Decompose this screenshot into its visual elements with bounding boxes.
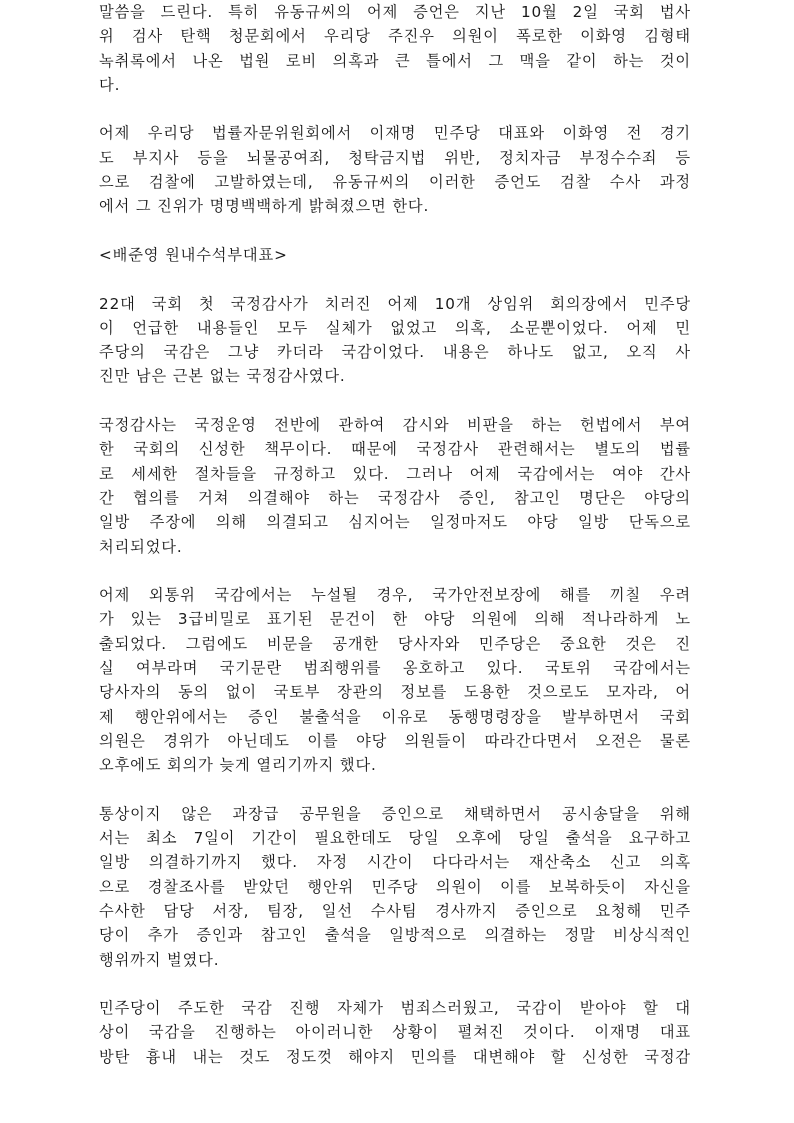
text-line: 어제 외통위 국감에서는 누설될 경우, 국가안전보장에 해를 끼칠 우려 xyxy=(99,586,691,605)
paragraph-gap xyxy=(99,972,691,996)
paragraph-4 xyxy=(99,413,691,559)
speaker-name: <배준영 원내수석부대표> xyxy=(99,245,288,264)
paragraph-gap xyxy=(99,778,691,802)
text-line: 제 행안위에서는 증인 불출석을 이유로 동행명령장을 발부하면서 국회 xyxy=(99,707,691,726)
text-line: 오후에도 회의가 늦게 열리기까지 했다. xyxy=(99,756,377,775)
text-line: 통상이지 않은 과장급 공무원을 증인으로 채택하면서 공시송달을 위해 xyxy=(99,804,691,823)
text-line: 의원은 경위가 아닌데도 이를 야당 의원들이 따라간다면서 오전은 물론 xyxy=(99,731,691,750)
text-line: 일방 의결하기까지 했다. 자정 시간이 다다라서는 재산축소 신고 의혹 xyxy=(99,853,691,872)
text-line: 민주당이 주도한 국감 진행 자체가 범죄스러웠고, 국감이 받아야 할 대 xyxy=(99,999,691,1018)
text-line: 로 세세한 절차들을 규정하고 있다. 그러나 어제 국감에서는 여야 간사 xyxy=(99,464,691,483)
text-line: 국정감사는 국정운영 전반에 관하여 감시와 비판을 하는 헌법에서 부여 xyxy=(99,416,691,435)
speaker-heading xyxy=(99,243,691,267)
text-line: 당이 추가 증인과 참고인 출석을 일방적으로 의결하는 정말 비상식적인 xyxy=(99,926,691,945)
text-line: 22대 국회 첫 국정감사가 치러진 어제 10개 상임위 회의장에서 민주당 xyxy=(99,294,691,313)
text-line: 위 검사 탄핵 청문회에서 우리당 주진우 의원이 폭로한 이화영 김형태 xyxy=(99,27,691,46)
text-line: 이 언급한 내용들인 모두 실체가 없었고 의혹, 소문뿐이었다. 어제 민 xyxy=(99,318,691,337)
text-line: 가 있는 3급비밀로 표기된 문건이 한 야당 의원에 의해 적나라하게 노 xyxy=(99,610,691,629)
paragraph-gap xyxy=(99,267,691,291)
text-line: 녹취록에서 나온 법원 로비 의혹과 큰 틀에서 그 맥을 같이 하는 것이 xyxy=(99,51,691,70)
paragraph-5 xyxy=(99,583,691,777)
paragraph-gap xyxy=(99,559,691,583)
text-line: 행위까지 벌였다. xyxy=(99,950,220,969)
paragraph-2 xyxy=(99,121,691,218)
text-line: 으로 경찰조사를 받았던 행안위 민주당 의원이 이를 보복하듯이 자신을 xyxy=(99,877,691,896)
text-line: 도 부지사 등을 뇌물공여죄, 청탁금지법 위반, 정치자금 부정수수죄 등 xyxy=(99,148,691,167)
text-line: 에서 그 진위가 명명백백하게 밝혀졌으면 한다. xyxy=(99,197,430,216)
text-line: 상이 국감을 진행하는 아이러니한 상황이 펼쳐진 것이다. 이재명 대표 xyxy=(99,1023,691,1042)
paragraph-3 xyxy=(99,292,691,389)
paragraph-1 xyxy=(99,0,691,97)
text-line: 실 여부라며 국기문란 범죄행위를 옹호하고 있다. 국토위 국감에서는 xyxy=(99,659,691,678)
paragraph-6 xyxy=(99,802,691,972)
text-line: 한 국회의 신성한 책무이다. 때문에 국정감사 관련해서는 별도의 법률 xyxy=(99,440,691,459)
text-line: 당사자의 동의 없이 국토부 장관의 정보를 도용한 것으로도 모자라, 어 xyxy=(99,683,691,702)
text-line: 처리되었다. xyxy=(99,537,183,556)
text-line: 수사한 담당 서장, 팀장, 일선 수사팀 경사까지 증인으로 요청해 민주 xyxy=(99,901,691,920)
text-line: 주당의 국감은 그냥 카더라 국감이었다. 내용은 하나도 없고, 오직 사 xyxy=(99,343,691,362)
text-line: 다. xyxy=(99,75,121,94)
text-line: 진만 남은 근본 없는 국정감사였다. xyxy=(99,367,346,386)
text-line: 출되었다. 그럼에도 비문을 공개한 당사자와 민주당은 중요한 것은 진 xyxy=(99,634,691,653)
paragraph-gap xyxy=(99,389,691,413)
text-line: 방탄 흉내 내는 것도 정도껏 해야지 민의를 대변해야 할 신성한 국정감 xyxy=(99,1047,691,1066)
text-line: 말씀을 드린다. 특히 유동규씨의 어제 증언은 지난 10월 2일 국회 법사 xyxy=(99,3,691,21)
document-body xyxy=(99,0,691,1069)
text-line: 서는 최소 7일이 기간이 필요한데도 당일 오후에 당일 출석을 요구하고 xyxy=(99,829,691,848)
text-line: 으로 검찰에 고발하였는데, 유동규씨의 이러한 증언도 검찰 수사 과정 xyxy=(99,173,691,192)
text-line: 일방 주장에 의해 의결되고 심지어는 일정마저도 야당 일방 단독으로 xyxy=(99,513,691,532)
text-line: 간 협의를 거쳐 의결해야 하는 국정감사 증인, 참고인 명단은 야당의 xyxy=(99,488,691,507)
paragraph-gap xyxy=(99,97,691,121)
paragraph-gap xyxy=(99,219,691,243)
paragraph-7 xyxy=(99,996,691,1069)
text-line: 어제 우리당 법률자문위원회에서 이재명 민주당 대표와 이화영 전 경기 xyxy=(99,124,691,143)
